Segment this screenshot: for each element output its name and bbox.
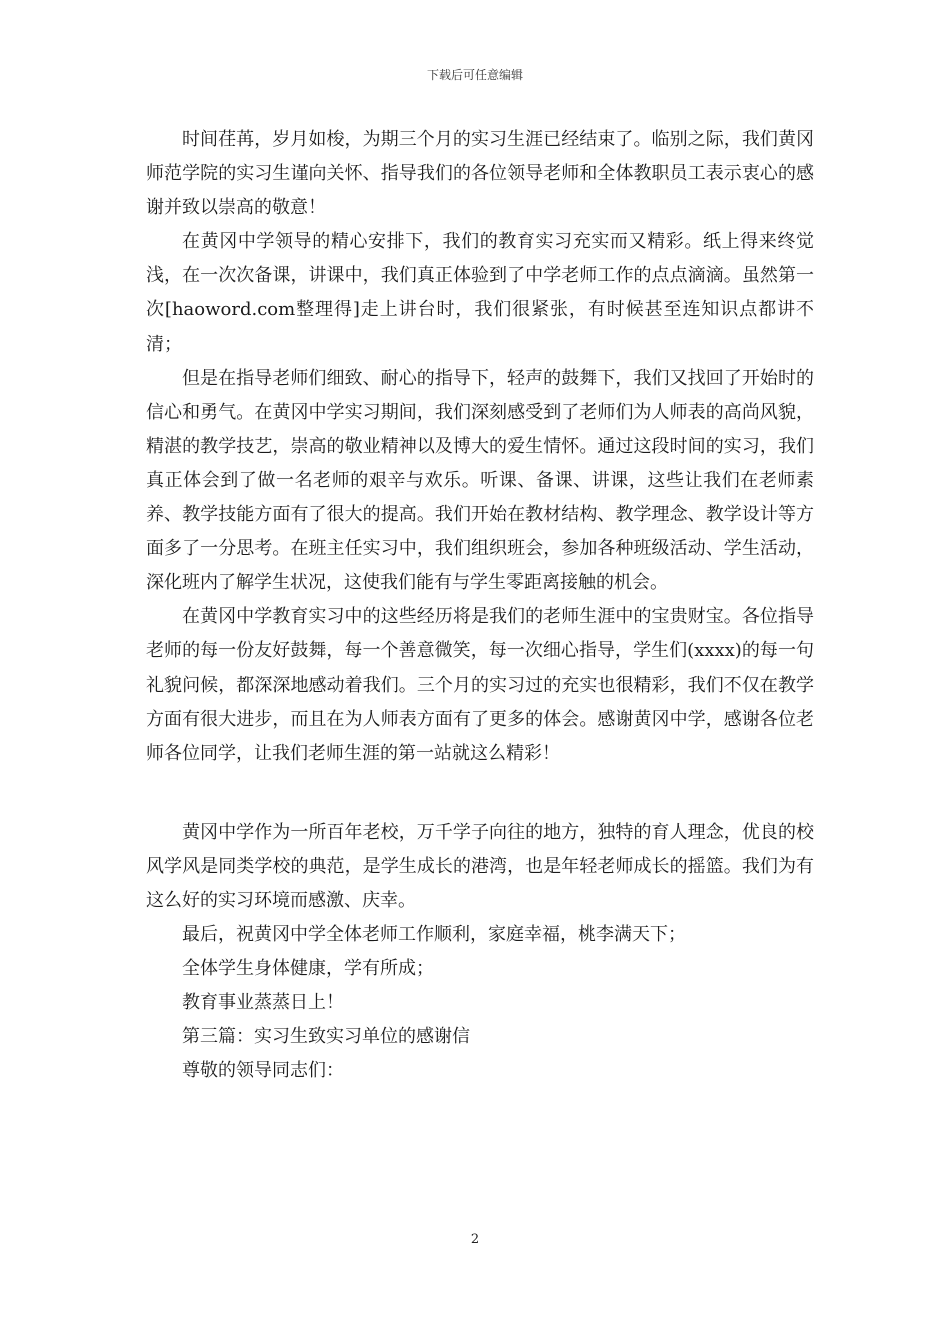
section-heading: 第三篇：实习生致实习单位的感谢信 bbox=[182, 1026, 470, 1048]
paragraph-4: 在黄冈中学教育实习中的这些经历将是我们的老师生涯中的宝贵财宝。各位指导老师的每一份友好鼓舞，每一个善意微笑，每一次细心指导，学生们(xxxx)的每一句礼貌问候，都深深地感动着我们。三个月的实习过的充实也很精彩，我们不仅在教学方面有很大进步，而且在为人师表方面有了更多的体会。感谢黄冈中学，感谢各位老师各位同学，让我们老师生涯的第一站就这么精彩！ bbox=[146, 606, 814, 764]
page-header: 下载后可任意编辑 bbox=[426, 68, 523, 82]
salutation: 尊敬的领导同志们： bbox=[182, 1060, 344, 1082]
paragraph-2: 在黄冈中学领导的精心安排下，我们的教育实习充实而又精彩。纸上得来终觉浅，在一次次备课，讲课中，我们真正体验到了中学老师工作的点点滴滴。虽然第一次[haoword.com整理得]走上讲台时，我们很紧张，有时候甚至连知识点都讲不清； bbox=[146, 231, 814, 355]
document-body bbox=[146, 123, 814, 1089]
blank-line bbox=[146, 771, 814, 816]
paragraph-1: 时间荏苒，岁月如梭，为期三个月的实习生涯已经结束了。临别之际，我们黄冈师范学院的实习生谨向关怀、指导我们的各位领导老师和全体教职员工表示衷心的感谢并致以崇高的敬意！ bbox=[146, 129, 814, 219]
paragraph-8: 教育事业蒸蒸日上！ bbox=[182, 992, 344, 1014]
page-number: 2 bbox=[470, 1232, 480, 1247]
paragraph-3: 但是在指导老师们细致、耐心的指导下，轻声的鼓舞下，我们又找回了开始时的信心和勇气。在黄冈中学实习期间，我们深刻感受到了老师们为人师表的高尚风貌，精湛的教学技艺，崇高的敬业精神以及博大的爱生情怀。通过这段时间的实习，我们真正体会到了做一名老师的艰辛与欢乐。听课、备课、讲课，这些让我们在老师素养、教学技能方面有了很大的提高。我们开始在教材结构、教学理念、教学设计等方面多了一分思考。在班主任实习中，我们组织班会，参加各种班级活动、学生活动，深化班内了解学生状况，这使我们能有与学生零距离接触的机会。 bbox=[146, 367, 814, 594]
paragraph-6: 最后，祝黄冈中学全体老师工作顺利，家庭幸福，桃李满天下； bbox=[182, 924, 686, 946]
paragraph-7: 全体学生身体健康，学有所成； bbox=[182, 958, 434, 980]
paragraph-5: 黄冈中学作为一所百年老校，万千学子向往的地方，独特的育人理念，优良的校风学风是同类学校的典范，是学生成长的港湾，也是年轻老师成长的摇篮。我们为有这么好的实习环境而感激、庆幸。 bbox=[146, 821, 814, 911]
